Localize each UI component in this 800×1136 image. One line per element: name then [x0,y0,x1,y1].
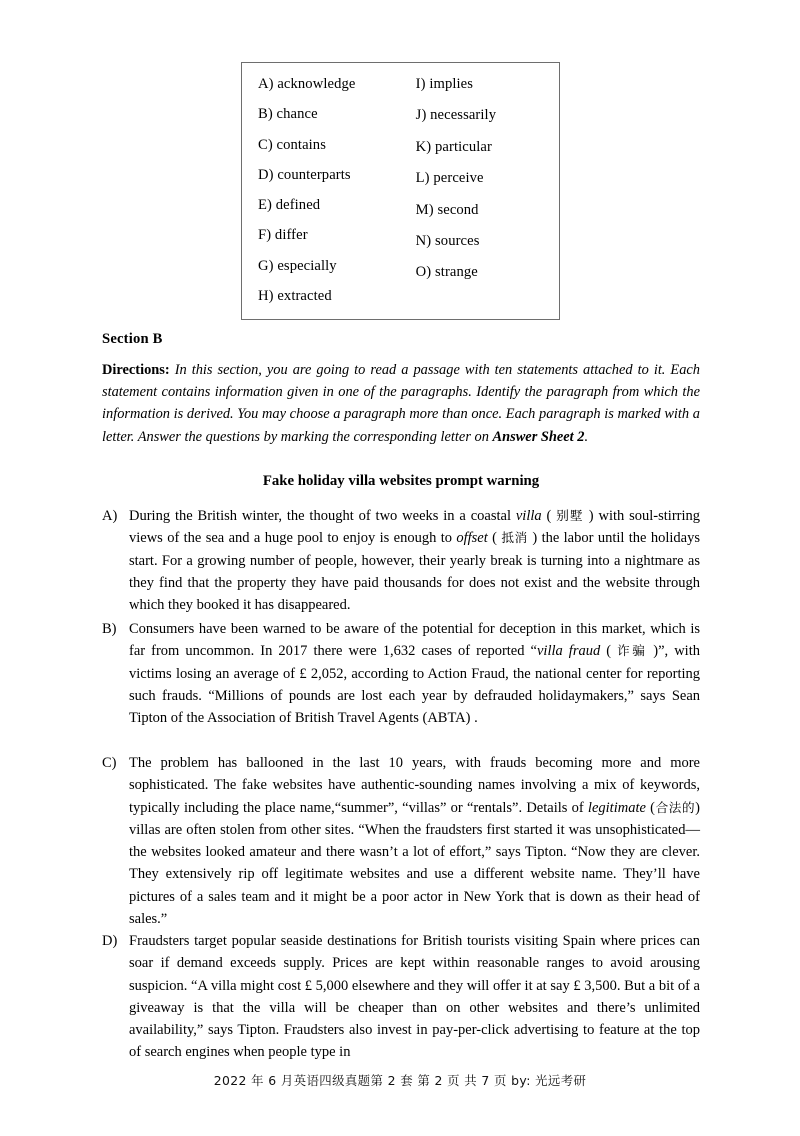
word-bank-left-column [242,77,416,319]
page-footer: 2022 年 6 月英语四级真题第 2 套 第 2 页 共 7 页 by: 光远考研 [213,1073,587,1088]
italic-term-villa: villa [515,508,542,524]
italic-term-offset: offset [456,530,488,547]
passage-paragraph-c [102,752,700,930]
chinese-gloss-hefade: 合法的 [654,799,696,815]
word-bank-option: K) particular [415,138,492,155]
directions-body: In this section, you are going to read a passage with ten statements attached to it. Each statement contains information given in one of the paragraphs. Identify the paragraph from which the information is derived. You may choose a paragraph more than once. Each paragraph is marked with a letter. Answer the questions by marking the corresponding letter on [102,362,700,445]
paragraph-text: ) villas are often stolen from other sites. “When the fraudsters first started it was unsophisticated—the websites looked amateur and there wasn’t a lot of effort,” says Tipton. “Now they are clever. They extensively rip off legitimate websites and use a different website name. They’ll have pictures of a sales team and it might be a poor actor in New York that is down as their head of sales.” [129,799,700,928]
word-bank-option: F) differ [258,227,308,244]
paragraph-text: )”, with victims losing an average of £ 2,052, according to Action Fraud, the national center for reporting such frauds. “Millions of pounds are lost each year by defrauded holidaymakers,” says Sean Tipton of the Association of British Travel Agents (ABTA) . [129,643,700,727]
word-bank-option: M) second [415,201,479,218]
section-heading: Section B [102,331,163,347]
paragraph-label-d: D) [102,933,118,949]
word-bank-option: H) extracted [258,287,332,304]
chinese-gloss-zhapian: 诈骗 [617,643,648,659]
answer-sheet-reference: Answer Sheet 2 [492,428,585,445]
word-bank-option: L) perceive [415,170,484,187]
word-bank-right-column [416,77,559,319]
paragraph-text: ) with soul-stirring views of the sea and a huge pool to enjoy is enough to [129,508,701,547]
paragraph-text: Consumers have been warned to be aware of the potential for deception in this market, which is far from uncommon. In 2017 there were 1,632 cases of reported “ [129,621,700,660]
word-bank-box [241,62,560,320]
paragraph-text: ( [487,530,502,547]
paragraph-text: ( [645,799,655,816]
word-bank-option: A) acknowledge [258,76,356,92]
directions-period: . [584,428,589,445]
paragraph-text: ( [600,643,618,660]
paragraph-text: Fraudsters target popular seaside destinations for British tourists visiting Spain where prices can soar if demand exceeds supply. Prices are kept within reasonable ranges to avoid arousing suspicion. “A villa might cost £ 5,000 elsewhere and they will offer it at say £ 3,500. But a bit of a giveaway is that the villa will be cheaper than on other websites and there’s unlimited availability,” says Tipton. Fraudsters also invest in pay-per-click advertising to feature at the top of search engines when people type in [129,933,700,1061]
word-bank-option: O) strange [415,264,478,281]
directions-label: Directions: [102,362,170,378]
word-bank-option: G) especially [258,257,337,274]
paragraph-text: The problem has ballooned in the last 10 years, with frauds becoming more and more sophisticated. The fake websites have authentic-sounding names involving a mix of keywords, typically including the place name,“summer”, “villas” or “rentals”. Details of [129,755,700,816]
passage-paragraph-a [102,505,700,616]
paragraph-label-a: A) [102,508,118,524]
directions-block [102,359,700,448]
paragraph-label-c: C) [102,755,117,771]
chinese-gloss-bieshu: 别墅 [556,508,584,523]
passage-paragraph-b [102,618,700,729]
word-bank-option: N) sources [415,232,480,249]
word-bank-option: C) contains [258,136,326,153]
word-bank-option: E) defined [258,197,321,213]
paragraph-text: ( [541,508,557,524]
italic-term-villa-fraud: villa fraud [536,643,601,660]
word-bank-option: I) implies [415,76,474,92]
chinese-gloss-dixiao: 抵消 [501,530,529,546]
paragraph-text: During the British winter, the thought of two weeks in a coastal [129,508,516,524]
passage-paragraph-d [102,930,700,1064]
word-bank-option: B) chance [258,106,318,123]
passage-title: Fake holiday villa websites prompt warning [262,473,540,489]
italic-term-legitimate: legitimate [587,799,646,816]
word-bank-option: J) necessarily [415,107,497,124]
paragraph-text: ) the labor until the holidays start. For a growing number of people, however, their yearly break is turning into a nightmare as they find that the property they have paid thousands for does not exist and the website through which they booked it has disappeared. [129,530,700,614]
paragraph-label-b: B) [102,621,117,637]
word-bank-option: D) counterparts [258,166,351,183]
word-bank-columns [242,77,559,319]
